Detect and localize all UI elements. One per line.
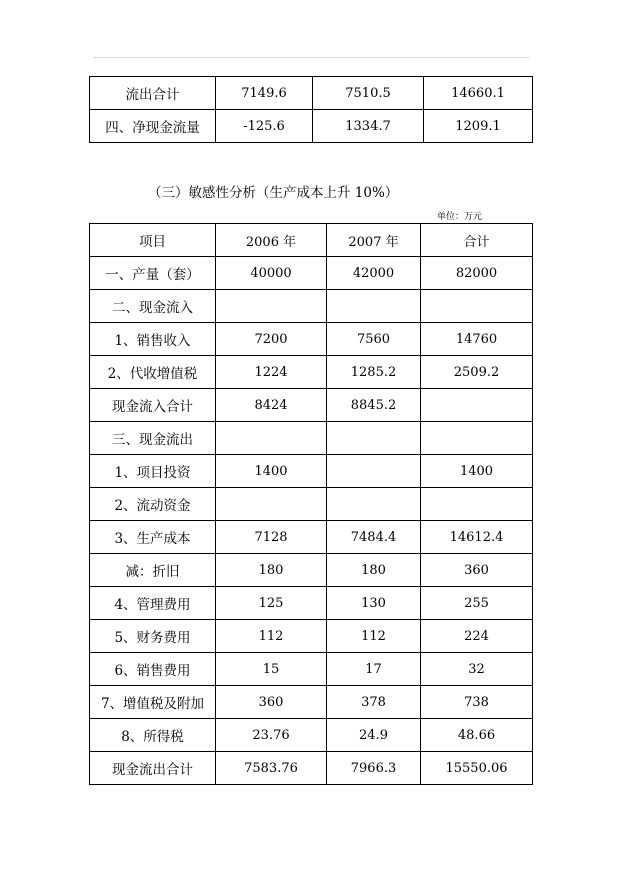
cell-2007: 17 <box>327 653 421 686</box>
header-item: 项目 <box>90 224 216 257</box>
cell-total <box>421 488 533 521</box>
table-row <box>90 587 533 620</box>
row-label: 7、增值税及附加 <box>90 686 216 719</box>
cell-2006: 360 <box>216 686 327 719</box>
table-row <box>90 77 533 110</box>
row-label: 2、流动资金 <box>90 488 216 521</box>
row-label: 现金流出合计 <box>90 752 216 785</box>
cell-2007: 112 <box>327 620 421 653</box>
cell-2006 <box>216 422 327 455</box>
cell-2006: 8424 <box>216 389 327 422</box>
row-label: 一、产量（套） <box>90 257 216 290</box>
table-row <box>90 653 533 686</box>
cell-2006: 7583.76 <box>216 752 327 785</box>
cell-2006: 1400 <box>216 455 327 488</box>
cell-2006: 112 <box>216 620 327 653</box>
sensitivity-analysis-table <box>89 223 533 785</box>
cell-total: 15550.06 <box>421 752 533 785</box>
cell-2007: 1285.2 <box>327 356 421 389</box>
cell-total <box>421 422 533 455</box>
row-label: 5、财务费用 <box>90 620 216 653</box>
table-row <box>90 620 533 653</box>
cell-total: 14760 <box>421 323 533 356</box>
table-row <box>90 554 533 587</box>
row-label: 1、销售收入 <box>90 323 216 356</box>
table-row <box>90 323 533 356</box>
cell-2006: 40000 <box>216 257 327 290</box>
cell-2006: -125.6 <box>216 110 313 143</box>
table-row <box>90 719 533 752</box>
cell-2006 <box>216 488 327 521</box>
cell-2007: 1334.7 <box>313 110 424 143</box>
row-label: 二、现金流入 <box>90 290 216 323</box>
cell-total: 1209.1 <box>424 110 533 143</box>
cell-2007: 7966.3 <box>327 752 421 785</box>
row-label: 四、净现金流量 <box>90 110 216 143</box>
cell-total: 2509.2 <box>421 356 533 389</box>
cell-2007: 378 <box>327 686 421 719</box>
cell-total: 48.66 <box>421 719 533 752</box>
cell-2006: 125 <box>216 587 327 620</box>
header-2006: 2006 年 <box>216 224 327 257</box>
section-title: （三）敏感性分析（生产成本上升 10%） <box>148 185 399 201</box>
table-row <box>90 356 533 389</box>
cell-total: 14612.4 <box>421 521 533 554</box>
cell-2006: 15 <box>216 653 327 686</box>
table-row <box>90 686 533 719</box>
row-label: 4、管理费用 <box>90 587 216 620</box>
table-row <box>90 521 533 554</box>
cell-2006: 1224 <box>216 356 327 389</box>
table-row <box>90 422 533 455</box>
cell-total: 255 <box>421 587 533 620</box>
page-header-rule <box>93 57 529 58</box>
table-row <box>90 752 533 785</box>
cell-2006: 7128 <box>216 521 327 554</box>
cell-2006: 23.76 <box>216 719 327 752</box>
row-label: 流出合计 <box>90 77 216 110</box>
cell-total <box>421 389 533 422</box>
cell-2007: 24.9 <box>327 719 421 752</box>
row-label: 三、现金流出 <box>90 422 216 455</box>
header-2007: 2007 年 <box>327 224 421 257</box>
row-label: 1、项目投资 <box>90 455 216 488</box>
row-label: 现金流入合计 <box>90 389 216 422</box>
row-label: 6、销售费用 <box>90 653 216 686</box>
unit-note: 单位：万元 <box>437 212 483 222</box>
table-row <box>90 389 533 422</box>
cell-total: 82000 <box>421 257 533 290</box>
table-row <box>90 257 533 290</box>
table-row <box>90 488 533 521</box>
row-label: 8、所得税 <box>90 719 216 752</box>
cell-2007 <box>327 290 421 323</box>
cell-2007 <box>327 422 421 455</box>
row-label: 减：折旧 <box>90 554 216 587</box>
cell-2006: 7200 <box>216 323 327 356</box>
cell-2007: 7510.5 <box>313 77 424 110</box>
header-row <box>90 224 533 257</box>
cell-total: 224 <box>421 620 533 653</box>
cell-2007: 130 <box>327 587 421 620</box>
cell-2006: 7149.6 <box>216 77 313 110</box>
table-row <box>90 110 533 143</box>
cell-2006: 180 <box>216 554 327 587</box>
table-row <box>90 455 533 488</box>
cell-total: 14660.1 <box>424 77 533 110</box>
cell-2007: 8845.2 <box>327 389 421 422</box>
row-label: 2、代收增值税 <box>90 356 216 389</box>
cell-2007 <box>327 488 421 521</box>
table-row <box>90 290 533 323</box>
cell-total: 32 <box>421 653 533 686</box>
cell-2006 <box>216 290 327 323</box>
header-total: 合计 <box>421 224 533 257</box>
cash-flow-summary-table <box>89 76 533 143</box>
cell-2007: 180 <box>327 554 421 587</box>
cell-2007: 7484.4 <box>327 521 421 554</box>
cell-total <box>421 290 533 323</box>
cell-2007: 42000 <box>327 257 421 290</box>
table-body <box>90 257 533 785</box>
cell-total: 1400 <box>421 455 533 488</box>
row-label: 3、生产成本 <box>90 521 216 554</box>
cell-total: 360 <box>421 554 533 587</box>
cell-2007: 7560 <box>327 323 421 356</box>
cell-2007 <box>327 455 421 488</box>
cell-total: 738 <box>421 686 533 719</box>
